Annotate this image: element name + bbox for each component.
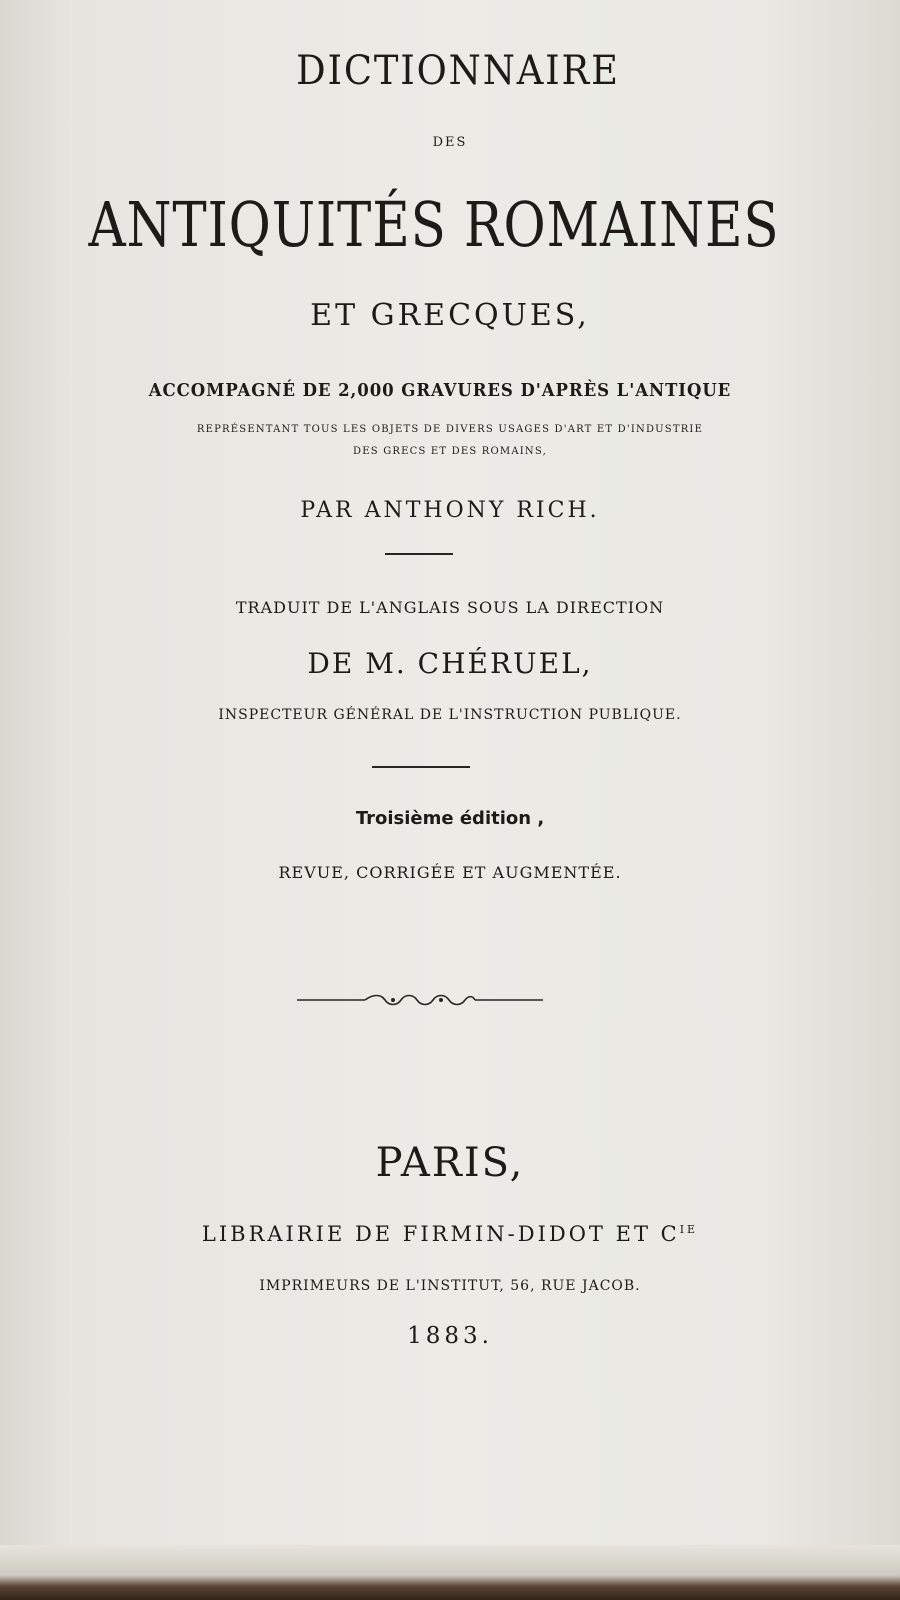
page-bottom-edge	[0, 1545, 900, 1600]
author-line: PAR ANTHONY RICH.	[300, 498, 600, 523]
subtitle-grecs-romains: DES GRECS ET DES ROMAINS,	[353, 446, 547, 457]
title-et-grecques: ET GRECQUES,	[310, 298, 590, 333]
ornament-flourish	[295, 988, 545, 1012]
title-antiquites-romaines: ANTIQUITÉS ROMAINES	[88, 188, 780, 261]
publication-year: 1883.	[407, 1323, 493, 1349]
printer-address: IMPRIMEURS DE L'INSTITUT, 56, RUE JACOB.	[259, 1278, 641, 1294]
publication-city: PARIS,	[375, 1140, 525, 1186]
translation-line: TRADUIT DE L'ANGLAIS SOUS LA DIRECTION	[235, 598, 665, 617]
translator-title: INSPECTEUR GÉNÉRAL DE L'INSTRUCTION PUBLIQUE.	[218, 707, 682, 723]
edition-line: Troisième édition ,	[355, 808, 545, 829]
edition-note: REVUE, CORRIGÉE ET AUGMENTÉE.	[278, 863, 622, 882]
publisher-superscript: IE	[679, 1223, 699, 1236]
subtitle-gravures: ACCOMPAGNÉ DE 2,000 GRAVURES D'APRÈS L'ANTIQUE	[148, 380, 732, 401]
divider-rule-1	[385, 553, 453, 555]
title-des: DES	[432, 135, 468, 150]
publisher-name: LIBRAIRIE DE FIRMIN-DIDOT ET C	[201, 1222, 680, 1246]
subtitle-objets: REPRÉSENTANT TOUS LES OBJETS DE DIVERS USAGES D'ART ET D'INDUSTRIE	[196, 424, 704, 435]
publisher-line	[0, 1222, 900, 1246]
translator-name: DE M. CHÉRUEL,	[307, 647, 593, 680]
divider-rule-2	[372, 766, 470, 768]
title-dictionnaire: DICTIONNAIRE	[296, 48, 620, 94]
